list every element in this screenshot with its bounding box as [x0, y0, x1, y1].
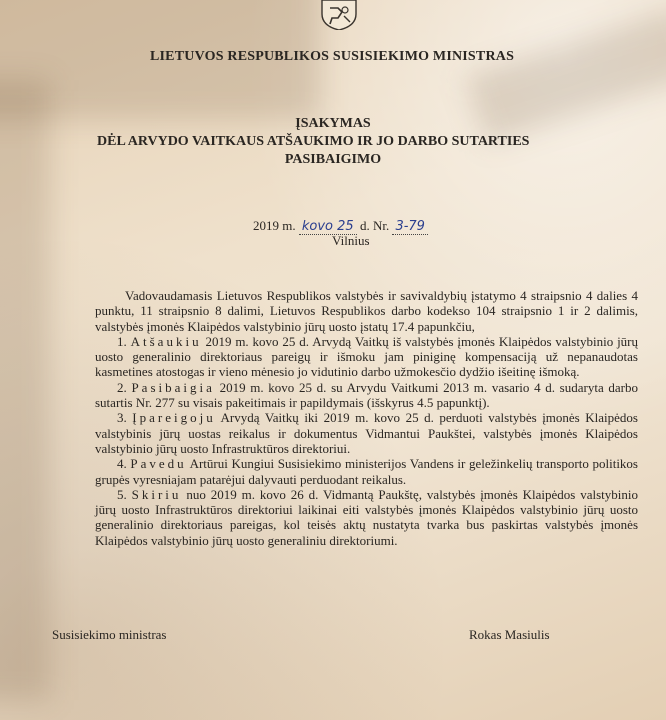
signer-name: Rokas Masiulis	[469, 627, 550, 642]
item-text: Arvydą Vaitkų iki 2019 m. kovo 25 d. perduoti valstybės įmonės Klaipėdos valstybinis jūrų uostas reikalus ir dokumentus Vidmantui Paukštei, valstybės įmonės Klaipėdos valstybinio jūrų uosto Infrastruktūros direktoriui.	[95, 410, 638, 456]
ministry-header: LIETUVOS RESPUBLIKOS SUSISIEKIMO MINISTRAS	[150, 49, 515, 64]
order-item-5	[95, 487, 638, 548]
preamble-paragraph: Vadovaudamasis Lietuvos Respublikos valstybės ir savivaldybių įstatymo 4 straipsnio 4 dalies 4 punktu, 11 straipsnio 8 dalimi, Lietuvos Respublikos darbo kodekso 104 straipsnio 1 ir 2 dalimis, valstybės įmonės Klaipėdos valstybinio jūrų uosto įstatų 17.4 papunkčiu,	[95, 288, 638, 334]
order-subject-line1: DĖL ARVYDO VAITKAUS ATŠAUKIMO IR JO DARBO SUTARTIES	[97, 134, 530, 149]
signer-title: Susisiekimo ministras	[52, 627, 167, 642]
item-verb: Pavedu	[130, 456, 187, 472]
order-item-3	[95, 410, 638, 456]
order-item-4	[95, 456, 638, 487]
item-verb: Įpareigoju	[132, 410, 216, 426]
item-text: Artūrui Kungiui Susisiekimo ministerijos Vandens ir geležinkelių transporto politikos grupės vyresniajam patarėjui dalyvauti perduodant reikalus.	[95, 456, 638, 487]
order-subject-line2: PASIBAIGIMO	[284, 152, 382, 167]
shadow-left-edge	[0, 80, 50, 700]
item-text: 2019 m. kovo 25 d. Arvydą Vaitkų iš valstybės įmonės Klaipėdos valstybinio jūrų uosto generalinio direktoriaus pareigų ir išmoku jam piniginę kompensaciją už nepanaudotas kasmetines atostogas ir vieno mėnesio jo vidutinio darbo užmokesčio dydžio išeitinę išmoką.	[95, 333, 639, 380]
coat-of-arms-icon	[318, 0, 360, 30]
item-number: 5.	[117, 486, 127, 502]
item-number: 3.	[117, 410, 127, 426]
item-number: 2.	[117, 379, 127, 395]
handwritten-order-number: 3-79	[392, 219, 428, 235]
order-title: ĮSAKYMAS	[295, 116, 371, 131]
item-verb: Skiriu	[131, 486, 182, 502]
handwritten-date: kovo 25	[299, 219, 357, 235]
order-body	[95, 288, 638, 548]
item-number: 4.	[117, 456, 127, 472]
item-verb: Pasibaigia	[131, 379, 215, 395]
city: Vilnius	[332, 233, 370, 248]
order-item-1	[95, 334, 638, 380]
order-item-2	[95, 380, 638, 411]
item-verb: Atšaukiu	[130, 333, 202, 349]
item-number: 1.	[117, 333, 127, 349]
date-number-label: d. Nr.	[359, 218, 390, 233]
date-year: 2019 m.	[253, 218, 296, 233]
item-text: nuo 2019 m. kovo 26 d. Vidmantą Paukštę, valstybės įmonės Klaipėdos valstybinio jūrų uosto Infrastruktūros direktoriui laikinai eiti valstybės įmonės Klaipėdos valstybinio jūrų uosto generalinio direktoriaus pareigas, kol teisės aktų nustatyta tvarka bus paskirtas valstybės įmonės Klaipėdos valstybinio jūrų uosto generaliniu direktoriumi.	[95, 486, 639, 548]
item-text: 2019 m. kovo 25 d. su Arvydu Vaitkumi 2013 m. vasario 4 d. sudaryta darbo sutartis Nr. 277 su visais pakeitimais ir papildymais (išskyrus 4.5 papunktį).	[95, 379, 638, 411]
